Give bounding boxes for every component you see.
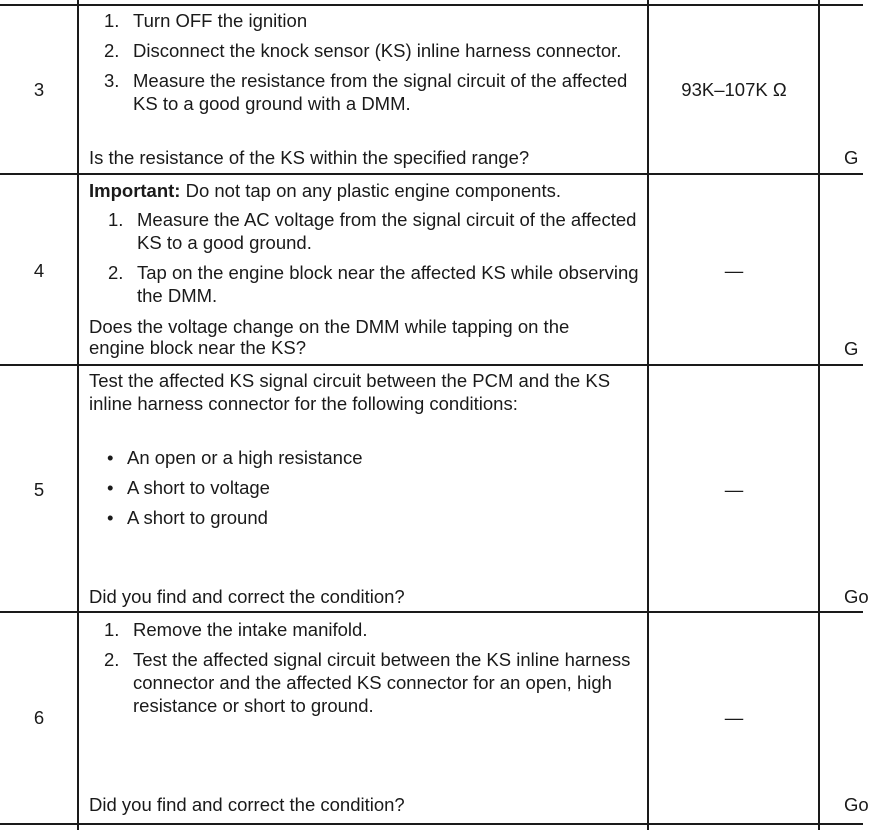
list-item <box>89 69 641 115</box>
column-divider <box>647 0 649 830</box>
important-text: Do not tap on any plastic engine components. <box>180 180 561 201</box>
list-item-text: Remove the intake manifold. <box>133 619 368 640</box>
list-item-number: 3. <box>104 70 120 91</box>
list-item <box>93 261 641 307</box>
list-item-text: An open or a high resistance <box>127 447 363 468</box>
list-item-text: A short to ground <box>127 507 268 528</box>
row-divider <box>0 611 863 613</box>
row-divider <box>0 823 863 825</box>
row-divider <box>0 4 863 6</box>
instruction-list <box>93 208 641 314</box>
yes-column-text: Go <box>844 586 869 607</box>
instruction-list <box>89 618 637 724</box>
list-item <box>89 618 637 641</box>
specified-value: — <box>724 479 744 500</box>
instruction-list <box>89 9 641 122</box>
list-item <box>89 39 641 62</box>
step-intro: Test the affected KS signal circuit between the PCM and the KS inline harness connector for the following conditions: <box>89 370 611 414</box>
list-item-text: Test the affected signal circuit between the KS inline harness connector and the affected KS connector for an open, high resistance or short to ground. <box>133 649 631 716</box>
list-item <box>89 9 641 32</box>
bullet-icon: • <box>107 477 114 498</box>
specified-value: — <box>724 260 744 281</box>
step-question: Is the resistance of the KS within the specified range? <box>89 147 530 168</box>
important-note <box>89 179 641 202</box>
list-item-number: 2. <box>104 649 120 670</box>
step-question: Does the voltage change on the DMM while tapping on the engine block near the KS? <box>89 316 570 358</box>
specified-value: — <box>724 707 744 728</box>
list-item <box>89 476 641 499</box>
list-item-number: 1. <box>104 10 120 31</box>
list-item <box>89 506 641 529</box>
column-divider <box>818 0 820 830</box>
list-item-text: Measure the AC voltage from the signal circuit of the affected KS to a good ground. <box>137 209 637 253</box>
step-question: Did you find and correct the condition? <box>89 586 405 607</box>
list-item-text: Tap on the engine block near the affected KS while observing the DMM. <box>137 262 639 306</box>
step-question: Did you find and correct the condition? <box>89 794 405 815</box>
specified-value: 93K–107K Ω <box>681 79 787 100</box>
list-item-number: 1. <box>108 209 124 230</box>
step-number: 3 <box>33 79 45 100</box>
step-number: 6 <box>33 707 45 728</box>
list-item-text: Turn OFF the ignition <box>133 10 308 31</box>
bullet-icon: • <box>107 507 114 528</box>
list-item-number: 2. <box>108 262 124 283</box>
step-number: 5 <box>33 479 45 500</box>
list-item <box>93 208 641 254</box>
bullet-icon: • <box>107 447 114 468</box>
condition-list <box>89 446 641 536</box>
step-number: 4 <box>33 260 45 281</box>
row-divider <box>0 364 863 366</box>
list-item-number: 2. <box>104 40 120 61</box>
row-divider <box>0 173 863 175</box>
list-item-text: Disconnect the knock sensor (KS) inline harness connector. <box>133 40 622 61</box>
list-item-number: 1. <box>104 619 120 640</box>
list-item <box>89 648 637 717</box>
important-label: Important: <box>89 180 181 201</box>
yes-column-text: G <box>844 338 859 359</box>
yes-column-text: G <box>844 147 859 168</box>
yes-column-text: Go <box>844 794 869 815</box>
list-item-text: Measure the resistance from the signal circuit of the affected KS to a good ground with a DMM. <box>133 70 628 114</box>
list-item <box>89 446 641 469</box>
list-item-text: A short to voltage <box>127 477 270 498</box>
